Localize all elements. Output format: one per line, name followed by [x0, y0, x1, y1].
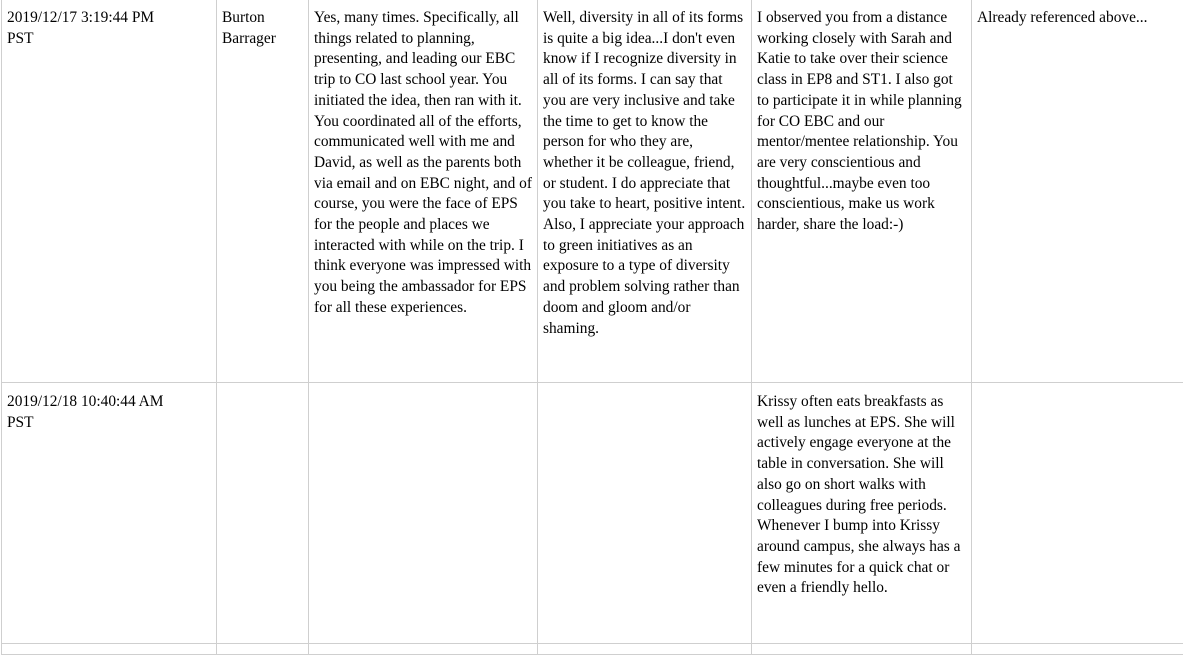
response-cell[interactable]	[752, 383, 972, 644]
empty-cell[interactable]	[752, 644, 972, 655]
table-row	[2, 644, 1183, 655]
empty-cell[interactable]	[309, 644, 538, 655]
response-cell[interactable]	[972, 0, 1183, 383]
response-cell[interactable]	[752, 0, 972, 383]
empty-cell[interactable]	[538, 644, 752, 655]
response-text: Krissy often eats breakfasts as well as lunches at EPS. She will actively engage everyone at the table in conversation. She will also go on short walks with colleagues during free periods. Whenever I bump into Krissy around campus, she always has a few minutes for a quick chat or even a friendly hello.	[757, 392, 966, 599]
name-cell[interactable]	[217, 0, 309, 383]
table-row	[2, 0, 1183, 383]
response-cell[interactable]	[309, 0, 538, 383]
empty-cell[interactable]	[217, 644, 309, 655]
response-text: Well, diversity in all of its forms is quite a big idea...I don't even know if I recognize diversity in all of its forms. I can say that you are very inclusive and take the time to get to know the person for who they are, whether it be colleague, friend, or student. I do appreciate that you take to heart, positive intent. Also, I appreciate your approach to green initiatives as an exposure to a type of diversity and problem solving rather than doom and gloom and/or shaming.	[543, 8, 746, 339]
response-cell[interactable]	[538, 0, 752, 383]
response-cell[interactable]	[309, 383, 538, 644]
name-text: Burton Barrager	[222, 8, 303, 49]
timestamp-cell[interactable]	[2, 0, 217, 383]
empty-cell[interactable]	[972, 644, 1183, 655]
name-cell[interactable]	[217, 383, 309, 644]
table-row	[2, 383, 1183, 644]
timestamp-cell[interactable]	[2, 383, 217, 644]
timestamp-text: 2019/12/17 3:19:44 PM PST	[7, 8, 211, 49]
timestamp-text: 2019/12/18 10:40:44 AM PST	[7, 392, 211, 433]
response-text: I observed you from a distance working closely with Sarah and Katie to take over their science class in EP8 and ST1. I also got to participate it in while planning for CO EBC and our mentor/mentee relationship. You are very conscientious and thoughtful...maybe even too conscientious, make us work harder, share the load:-)	[757, 8, 966, 236]
responses-table	[1, 0, 1183, 655]
empty-cell[interactable]	[2, 644, 217, 655]
response-cell[interactable]	[538, 383, 752, 644]
response-cell[interactable]	[972, 383, 1183, 644]
response-text: Yes, many times. Specifically, all things related to planning, presenting, and leading our EBC trip to CO last school year. You initiated the idea, then ran with it. You coordinated all of the efforts, communicated well with me and David, as well as the parents both via email and on EBC night, and of course, you were the face of EPS for the people and places we interacted with while on the trip. I think everyone was impressed with you being the ambassador for EPS for all these experiences.	[314, 8, 532, 319]
response-text: Already referenced above...	[977, 8, 1183, 29]
